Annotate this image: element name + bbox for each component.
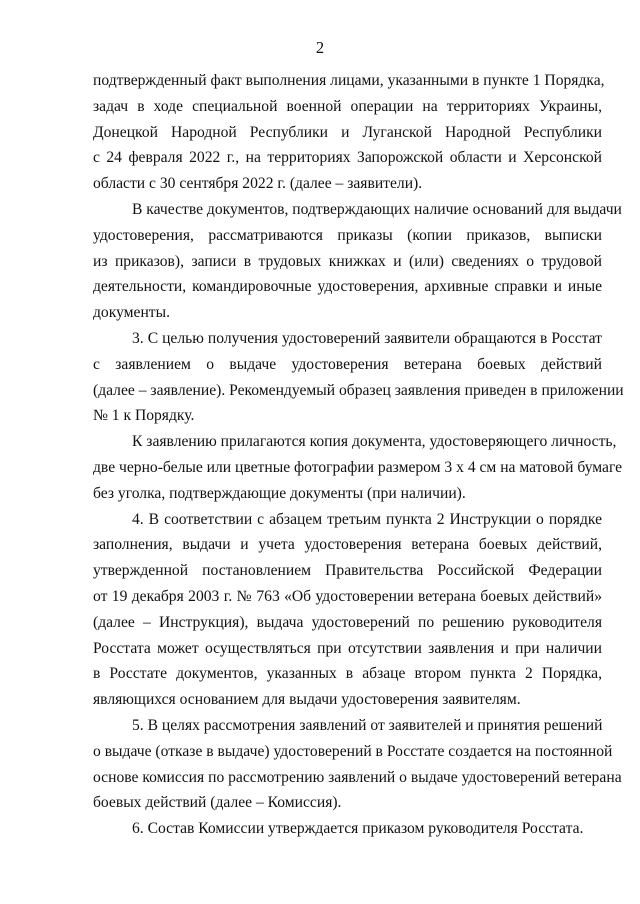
text-line: задач в ходе специальной военной операции на территориях Украины, — [93, 97, 602, 115]
text-line: удостоверения, рассматриваются приказы (копии приказов, выписки — [93, 226, 602, 244]
text-line: Донецкой Народной Республики и Луганской Народной Республики — [93, 123, 602, 141]
text-line: подтвержденный факт выполнения лицами, указанными в пункте 1 Порядка, — [93, 72, 605, 89]
text-line: 4. В соответствии с абзацем третьим пункта 2 Инструкции о порядке — [132, 510, 602, 528]
text-line: с 24 февраля 2022 г., на территориях Запорожской области и Херсонской — [93, 149, 602, 167]
text-line: две черно-белые или цветные фотографии размером 3 х 4 см на матовой бумаге — [93, 458, 623, 476]
text-line: от 19 декабря 2003 г. № 763 «Об удостоверении ветерана боевых действий» — [93, 587, 602, 605]
text-line: в Росстате документов, указанных в абзаце втором пункта 2 Порядка, — [93, 665, 602, 683]
text-line: (далее – заявление). Рекомендуемый образец заявления приведен в приложении — [93, 381, 624, 399]
page-number: 2 — [315, 38, 325, 57]
text-line: области с 30 сентября 2022 г. (далее – заявители). — [93, 175, 423, 193]
text-line: боевых действий (далее – Комиссия). — [93, 794, 342, 812]
document-body — [93, 68, 624, 842]
text-line: заполнения, выдачи и учета удостоверения ветерана боевых действий, — [93, 536, 602, 554]
text-line: (далее – Инструкция), выдача удостоверений по решению руководителя — [93, 613, 602, 631]
text-line: 6. Состав Комиссии утверждается приказом руководителя Росстата. — [132, 820, 584, 838]
text-line: В качестве документов, подтверждающих наличие оснований для выдачи — [132, 200, 622, 218]
text-line: с заявлением о выдаче удостоверения ветерана боевых действий — [93, 355, 602, 373]
text-line: 3. С целью получения удостоверений заявители обращаются в Росстат — [132, 329, 602, 347]
text-line: № 1 к Порядку. — [93, 407, 195, 425]
text-line: о выдаче (отказе в выдаче) удостоверений в Росстате создается на постоянной — [93, 742, 613, 760]
text-line: документы. — [93, 304, 171, 322]
text-line: деятельности, командировочные удостоверения, архивные справки и иные — [93, 278, 602, 296]
text-line: основе комиссия по рассмотрению заявлений о выдаче удостоверений ветерана — [93, 768, 622, 786]
text-line: утвержденной постановлением Правительства Российской Федерации — [93, 562, 602, 580]
text-line: без уголка, подтверждающие документы (при наличии). — [93, 484, 466, 502]
text-line: К заявлению прилагаются копия документа, удостоверяющего личность, — [132, 433, 617, 451]
text-line: Росстата может осуществляться при отсутствии заявления и при наличии — [93, 639, 602, 657]
text-line: являющихся основанием для выдачи удостоверения заявителям. — [93, 691, 521, 709]
text-line: 5. В целях рассмотрения заявлений от заявителей и принятия решений — [132, 716, 603, 734]
text-line: из приказов), записи в трудовых книжках и (или) сведениях о трудовой — [93, 252, 602, 270]
